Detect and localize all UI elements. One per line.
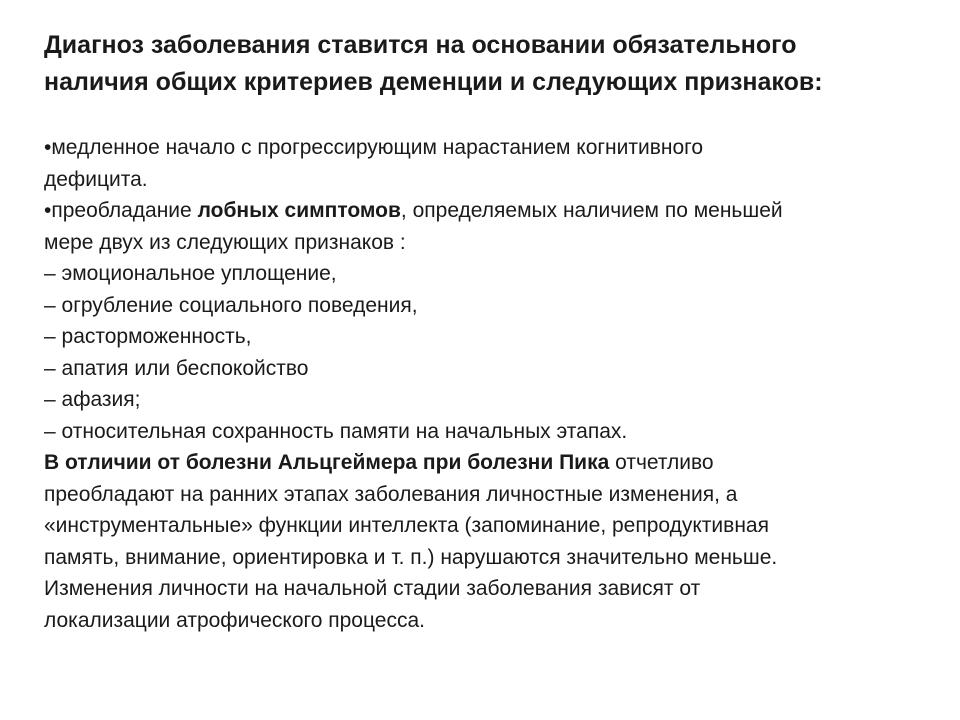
- slide-body: [44, 132, 944, 636]
- paragraph-line: Изменения личности на начальной стадии заболевания зависят от: [44, 577, 701, 600]
- bullet-frontal-symptoms-cont: мере двух из следующих признаков :: [44, 230, 406, 254]
- sign-item: – относительная сохранность памяти на начальных этапах.: [44, 419, 628, 443]
- text-run: отчетливо: [609, 451, 714, 474]
- emphasis-frontal-symptoms: лобных симптомов: [197, 199, 401, 222]
- title-line: наличия общих критериев деменции и следующих признаков:: [44, 68, 823, 96]
- bullet-slow-onset: •медленное начало с прогрессирующим нарастанием когнитивного: [44, 136, 704, 159]
- sign-item: – расторможенность,: [44, 325, 252, 348]
- paragraph-line: память, внимание, ориентировка и т. п.) нарушаются значительно меньше.: [44, 545, 778, 569]
- slide-title: [44, 27, 944, 101]
- bullet-slow-onset-cont: дефицита.: [44, 167, 148, 191]
- bullet-frontal-symptoms: [44, 195, 944, 227]
- sign-item: – апатия или беспокойство: [44, 356, 309, 380]
- text-run: •преобладание: [44, 199, 198, 222]
- text-run: , определяемых наличием по меньшей: [400, 199, 783, 222]
- paragraph-line: преобладают на ранних этапах заболевания личностные изменения, а: [44, 482, 738, 506]
- paragraph-pick-comparison: [44, 447, 944, 479]
- paragraph-line: «инструментальные» функции интеллекта (запоминание, репродуктивная: [44, 514, 769, 537]
- paragraph-line: локализации атрофического процесса.: [44, 608, 425, 632]
- emphasis-pick-vs-alzheimer: В отличии от болезни Альцгеймера при болезни Пика: [44, 451, 610, 474]
- sign-item: – эмоциональное уплощение,: [44, 262, 337, 285]
- sign-item: – огрубление социального поведения,: [44, 293, 418, 317]
- sign-item: – афазия;: [44, 388, 141, 411]
- title-line: Диагноз заболевания ставится на основании обязательного: [44, 31, 797, 59]
